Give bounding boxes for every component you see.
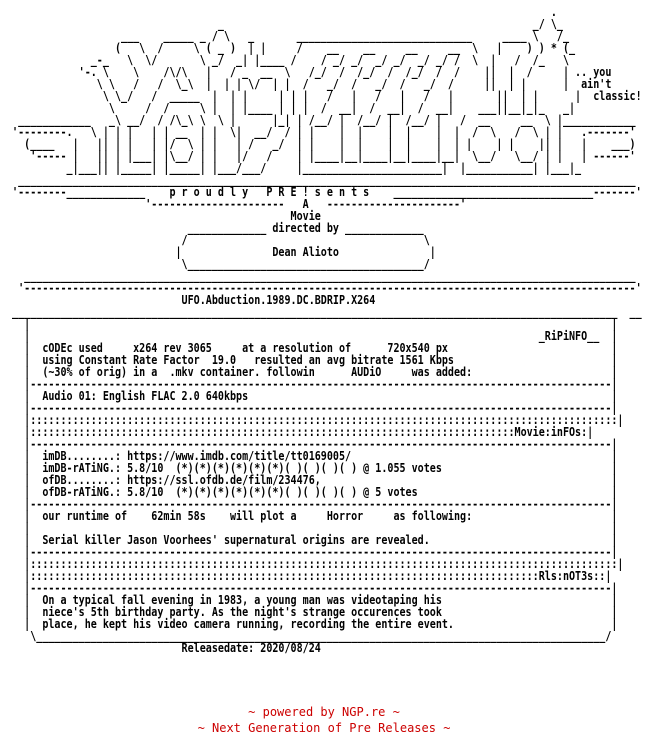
nfo-line: | place, he kept his video camera running, recording the entire event. |	[6, 617, 618, 631]
nfo-line: Releasedate: 2020/08/24	[6, 641, 321, 655]
nfo-line: ( \ / \ ( _ ) | | / __ __ __ __ \ | ) ) * (_	[6, 41, 576, 55]
nfo-line: |::::::::::::::::::::::::::::::::::::::::::::::::::::::::::::::::::::::::::::::::Movie:inFOs:|	[6, 425, 594, 439]
nfo-line: |------------------------------------------------------------------------------------------------|	[6, 545, 618, 559]
nfo-line: | Serial killer Jason Voorhees' supernatural origins are revealed. |	[6, 533, 618, 547]
nfo-line: |------------------------------------------------------------------------------------------------|	[6, 437, 618, 451]
nfo-line: UFO.Abduction.1989.DC.BDRIP.X264	[6, 293, 376, 307]
nfo-line: ___ _____ _ / \ _ _____________________________ ____ \ /_	[6, 29, 576, 43]
footer	[0, 704, 648, 736]
nfo-line: | imDB........: https://www.imdb.com/title/tt0169005/ |	[6, 449, 618, 463]
nfo-line: _ _/ \_	[6, 17, 563, 31]
nfo-line: '---------------------- A ----------------------'	[6, 197, 467, 211]
footer-tagline: ~ Next Generation of Pre Releases ~	[197, 721, 451, 735]
nfo-line: \ \_/ / _____ | | | | | | / | / | / | || | | | classic!	[6, 89, 642, 103]
nfo-line: | cODEc used x264 rev 3065 at a resolution of 720x540 px |	[6, 341, 618, 355]
nfo-line: | our runtime of 62min 58s will plot a Horror as following: |	[6, 509, 618, 523]
nfo-line: | |	[6, 317, 618, 331]
nfo-line: \ \ / / \_\ | | | \/ | | / _/ / _/ / _/ / || | | | ain't	[6, 77, 612, 91]
nfo-line: ____________ _\ __/ / /\_\ \ \ | |_| | /__/ | /__/ | /__/ | / __ __ \ |____________	[6, 113, 636, 127]
nfo-line: .	[6, 5, 557, 19]
nfo-line: |------------------------------------------------------------------------------------------------|	[6, 377, 618, 391]
nfo-line: Movie	[6, 209, 321, 223]
nfo-line: |------------------------------------------------------------------------------------------------|	[6, 581, 618, 595]
nfo-line: ______________________________________________________________________________________________________	[6, 173, 636, 187]
nfo-line: '--------_____________ p r o u d l y P R E ! s e n t s _________________________________-------'	[6, 185, 642, 199]
footer-powered-by: ~ powered by NGP.re ~	[248, 705, 400, 719]
nfo-line: (____ | || | | | |/ \ | | | / _/ | | | | | | | | | | | || | | ___)	[6, 137, 636, 151]
nfo-line: | ofDB........: https://ssl.ofdb.de/film/234476, |	[6, 473, 618, 487]
nfo-line: \______________________________________________________________________________________________/	[6, 629, 612, 643]
nfo-line: '-. \ \ /\/\ | / _ __ \ /_/ / /_/ / /_/ / / || | / | .. you	[6, 65, 612, 79]
nfo-line: | Dean Alioto |	[6, 245, 436, 259]
nfo-line: | (~30% of orig) in a .mkv container. followin AUDiO was added: |	[6, 365, 618, 379]
nfo-line: |:::::::::::::::::::::::::::::::::::::::::::::::::::::::::::::::::::::::::::::::::::::::::::::::::|	[6, 413, 624, 427]
nfo-line: _____________________________________________________________________________________________________	[6, 269, 636, 283]
nfo-line: ____________________________________________________________________________________________________ __	[6, 305, 642, 319]
nfo-line: \_______________________________________/	[6, 257, 430, 271]
nfo-line: '----- | || | |___| |\__/ | | |/ / | |____|__|____|__|____|__| \__/ \__/ | | | ------'	[6, 149, 636, 163]
nfo-line: '-----------------------------------------------------------------------------------------------------'	[6, 281, 642, 295]
nfo-line: _____________ directed by _____________	[6, 221, 424, 235]
nfo-line: / \	[6, 233, 430, 247]
nfo-ascii-art-text	[6, 6, 642, 654]
nfo-line: |::::::::::::::::::::::::::::::::::::::::::::::::::::::::::::::::::::::::::::::::::::Rls:nOT3s::|	[6, 569, 612, 583]
nfo-line: |------------------------------------------------------------------------------------------------|	[6, 497, 618, 511]
nfo-line: _-_ \ \/ \ _/ _| |____ / / _/ _/ _/ _/ _/ _/ / \ | / /_ \	[6, 53, 570, 67]
nfo-line: | using Constant Rate Factor 19.0 resulted an avg bitrate 1561 Kbps |	[6, 353, 618, 367]
nfo-line: | Audio 01: English FLAC 2.0 640kbps |	[6, 389, 618, 403]
nfo-line: | niece's 5th birthday party. As the night's strange occurences took |	[6, 605, 618, 619]
nfo-line: '--------. \ | | | | | __ | | \| __/ / | | | | | | | | / \ / \ | | .-------'	[6, 125, 636, 139]
nfo-line: | imDB-rATiNG.: 5.8/10 (*)(*)(*)(*)(*)(*)( )( )( )( ) @ 1.055 votes |	[6, 461, 618, 475]
nfo-line: | _RiPiNFO__ |	[6, 329, 618, 343]
nfo-line: | |	[6, 521, 618, 535]
nfo-line: |------------------------------------------------------------------------------------------------|	[6, 401, 618, 415]
nfo-line: | On a typical fall evening in 1983, a young man was videotaping his |	[6, 593, 618, 607]
nfo-line: \ / / \ | | |____ | | | / __| / __| / __| ___||__|_|_ _|	[6, 101, 576, 115]
nfo-line: |:::::::::::::::::::::::::::::::::::::::::::::::::::::::::::::::::::::::::::::::::::::::::::::::::|	[6, 557, 624, 571]
nfo-line: | ofDB-rATiNG.: 5.8/10 (*)(*)(*)(*)(*)(*)( )( )( )( ) @ 5 votes |	[6, 485, 618, 499]
nfo-line: _|___|| |_____| |_____| |___/___/ |_______________________| |___________| |___|_	[6, 161, 582, 175]
